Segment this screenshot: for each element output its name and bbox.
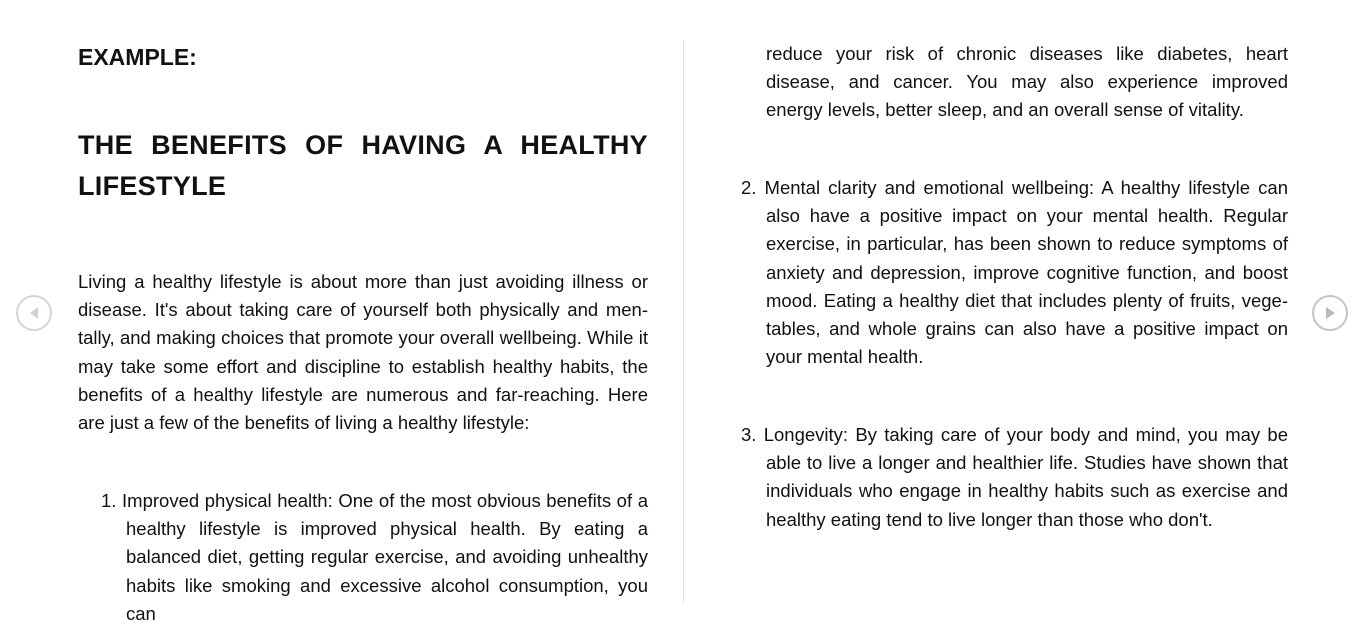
next-page-button[interactable]	[1312, 295, 1348, 331]
list-item	[741, 174, 1288, 371]
previous-page-button[interactable]	[16, 295, 52, 331]
list-item	[741, 421, 1288, 534]
list-item-text: Longevity: By taking care of your body and mind, you may be able to live a longer and healthier life. Studies have shown that individuals who engage in healthy habits such as exercise and healthy eating tend to live longer than those who don't.	[763, 424, 1289, 530]
continued-paragraph: reduce your risk of chronic diseases like diabetes, heart disease, and cancer. You may also experience improved energy levels, better sleep, and an overall sense of vitality.	[766, 43, 1288, 121]
intro-paragraph: Living a healthy lifestyle is about more than just avoiding illness or disease. It's about taking care of yourself both physically and mentally, and making choices that promote your overall wellbeing. While it may take some effort and discipline to establish healthy habits, the benefits of a healthy lifestyle are numerous and far-reaching. Here are just a few of the benefits of living a healthy lifestyle:	[78, 271, 648, 434]
document-title: THE BENEFITS OF HAVING A HEALTHY LIFESTYLE	[78, 130, 648, 201]
list-item	[101, 487, 648, 628]
example-label: EXAMPLE:	[78, 44, 197, 70]
list-item-text: Improved physical health: One of the most obvious benefits of a healthy lifestyle is improved physical health. By eating a balanced diet, getting regular exercise, and avoiding unhealthy habits like smoking and excessive alcohol consumption, you can	[122, 490, 648, 624]
list-item-number: 3.	[741, 424, 757, 445]
chevron-right-icon	[1314, 297, 1346, 329]
chevron-left-icon	[18, 297, 50, 329]
page-divider	[683, 40, 684, 603]
list-item-text: Mental clarity and emotional wellbeing: A healthy lifestyle can also have a positive impact on your mental health. Regular exercise, in particular, has been shown to reduce symptoms of anxiety and depression, improve cognitive function, and boost mood. Eating a healthy diet that includes plenty of fruits, vegetables, and whole grains can also have a positive impact on your mental health.	[764, 177, 1289, 368]
list-item-number: 1.	[101, 490, 117, 511]
list-item-number: 2.	[741, 177, 757, 198]
